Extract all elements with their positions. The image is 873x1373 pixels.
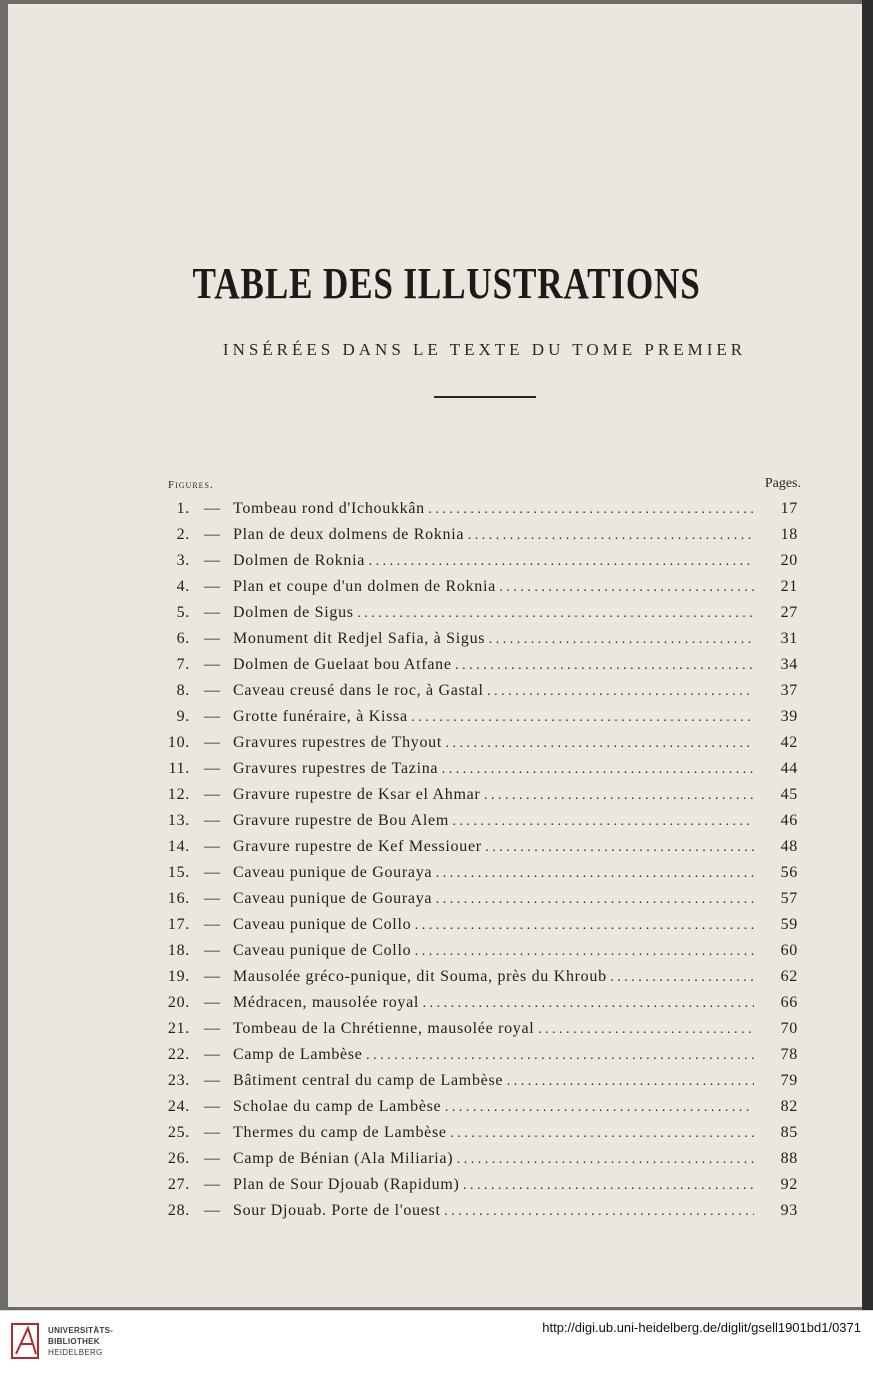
page-number: 79	[780, 1072, 798, 1089]
figure-caption: Dolmen de Guelaat bou Atfane	[233, 656, 452, 673]
list-item	[160, 1020, 802, 1046]
page-number: 20	[780, 552, 798, 569]
entry-dash: —	[204, 656, 221, 673]
entry-label-wrap	[233, 682, 754, 700]
figure-caption: Gravure rupestre de Kef Messiouer	[233, 838, 482, 855]
page-number: 92	[780, 1176, 798, 1193]
list-item	[160, 1150, 802, 1176]
figure-caption: Plan et coupe d'un dolmen de Roknia	[233, 578, 496, 595]
figure-number: 14.	[167, 838, 190, 855]
list-item	[160, 890, 802, 916]
list-item	[160, 786, 802, 812]
figure-number: 20.	[167, 994, 190, 1011]
page-number: 59	[780, 916, 798, 933]
figure-caption: Monument dit Redjel Safia, à Sigus	[233, 630, 486, 647]
entry-label-wrap	[233, 838, 754, 856]
figure-caption: Bâtiment central du camp de Lambèse	[233, 1072, 504, 1089]
entry-label-wrap	[233, 526, 754, 544]
figure-number: 3.	[176, 552, 190, 569]
figure-caption: Mausolée gréco-punique, dit Souma, près du Khroub	[233, 968, 607, 985]
figure-number: 17.	[167, 916, 190, 933]
figure-caption: Plan de Sour Djouab (Rapidum)	[233, 1176, 460, 1193]
entry-dash: —	[204, 1046, 221, 1063]
entry-label-wrap	[233, 942, 754, 960]
figure-number: 26.	[167, 1150, 190, 1167]
page-number: 93	[780, 1202, 798, 1219]
page-number: 27	[780, 604, 798, 621]
entry-label-wrap	[233, 552, 754, 570]
entry-dash: —	[204, 994, 221, 1011]
list-item	[160, 760, 802, 786]
figure-number: 21.	[167, 1020, 190, 1037]
entry-label-wrap	[233, 604, 754, 622]
entry-label-wrap	[233, 630, 754, 648]
page-number: 44	[780, 760, 798, 777]
list-item	[160, 734, 802, 760]
page-number: 88	[780, 1150, 798, 1167]
page-number: 21	[780, 578, 798, 595]
page-number: 70	[780, 1020, 798, 1037]
list-item	[160, 552, 802, 578]
page-edge	[862, 0, 873, 1310]
list-item	[160, 942, 802, 968]
entry-label-wrap	[233, 578, 754, 596]
entry-label-wrap	[233, 812, 754, 830]
entry-label-wrap	[233, 1150, 754, 1168]
entry-dash: —	[204, 682, 221, 699]
entry-label-wrap	[233, 916, 754, 934]
entry-dash: —	[204, 916, 221, 933]
list-item	[160, 500, 802, 526]
entry-label-wrap	[233, 1124, 754, 1142]
entry-label-wrap	[233, 994, 754, 1012]
entry-dash: —	[204, 942, 221, 959]
list-item	[160, 1176, 802, 1202]
figure-caption: Gravures rupestres de Thyout	[233, 734, 443, 751]
figure-caption: Sour Djouab. Porte de l'ouest	[233, 1202, 441, 1219]
list-item	[160, 656, 802, 682]
page-number: 31	[780, 630, 798, 647]
entry-dash: —	[204, 760, 221, 777]
entry-dash: —	[204, 1098, 221, 1115]
figure-caption: Gravure rupestre de Bou Alem	[233, 812, 449, 829]
page-number: 78	[780, 1046, 798, 1063]
figure-number: 15.	[167, 864, 190, 881]
page-subtitle: INSÉRÉES DANS LE TEXTE DU TOME PREMIER	[222, 340, 747, 359]
figure-caption: Caveau creusé dans le roc, à Gastal	[233, 682, 484, 699]
entry-label-wrap	[233, 786, 754, 804]
entry-label-wrap	[233, 1072, 754, 1090]
figure-number: 8.	[176, 682, 190, 699]
list-item	[160, 994, 802, 1020]
page-number: 60	[780, 942, 798, 959]
figure-number: 23.	[167, 1072, 190, 1089]
figure-caption: Thermes du camp de Lambèse	[233, 1124, 447, 1141]
figure-caption: Grotte funéraire, à Kissa	[233, 708, 408, 725]
entry-label-wrap	[233, 968, 754, 986]
entry-label-wrap	[233, 500, 754, 518]
column-header-figures: Figures.	[168, 479, 214, 491]
figure-number: 22.	[167, 1046, 190, 1063]
figure-number: 6.	[176, 630, 190, 647]
list-item	[160, 968, 802, 994]
library-name-line1: UNIVERSITÄTS-	[48, 1326, 114, 1335]
figure-number: 9.	[176, 708, 190, 725]
figure-number: 13.	[167, 812, 190, 829]
entry-dash: —	[204, 552, 221, 569]
title-divider	[434, 396, 536, 398]
page-number: 42	[780, 734, 798, 751]
list-item	[160, 630, 802, 656]
figure-caption: Caveau punique de Gouraya	[233, 890, 433, 907]
entry-dash: —	[204, 864, 221, 881]
entry-dash: —	[204, 1176, 221, 1193]
figure-number: 27.	[167, 1176, 190, 1193]
figure-number: 24.	[167, 1098, 190, 1115]
list-item	[160, 1046, 802, 1072]
figure-number: 4.	[176, 578, 190, 595]
page-number: 34	[780, 656, 798, 673]
page-number: 45	[780, 786, 798, 803]
entry-dash: —	[204, 786, 221, 803]
figure-caption: Dolmen de Roknia	[233, 552, 366, 569]
entry-dash: —	[204, 1124, 221, 1141]
figure-caption: Camp de Lambèse	[233, 1046, 363, 1063]
list-item	[160, 1202, 802, 1228]
entry-dash: —	[204, 812, 221, 829]
figure-number: 25.	[167, 1124, 190, 1141]
figure-number: 7.	[176, 656, 190, 673]
page-number: 18	[780, 526, 798, 543]
entry-label-wrap	[233, 890, 754, 908]
figure-number: 18.	[167, 942, 190, 959]
entry-label-wrap	[233, 1202, 754, 1220]
entry-label-wrap	[233, 1176, 754, 1194]
entry-dash: —	[204, 578, 221, 595]
entry-dash: —	[204, 630, 221, 647]
figure-number: 2.	[176, 526, 190, 543]
entry-dash: —	[204, 1020, 221, 1037]
entry-dash: —	[204, 734, 221, 751]
entry-dash: —	[204, 1072, 221, 1089]
entry-dash: —	[204, 1202, 221, 1219]
figure-caption: Caveau punique de Collo	[233, 942, 412, 959]
page-number: 17	[780, 500, 798, 517]
entry-label-wrap	[233, 656, 754, 674]
list-item	[160, 812, 802, 838]
figure-number: 16.	[167, 890, 190, 907]
list-item	[160, 1072, 802, 1098]
figure-caption: Caveau punique de Gouraya	[233, 864, 433, 881]
list-item	[160, 578, 802, 604]
list-item	[160, 1124, 802, 1150]
figure-caption: Médracen, mausolée royal	[233, 994, 420, 1011]
figure-caption: Dolmen de Sigus	[233, 604, 354, 621]
figure-number: 11.	[168, 760, 190, 777]
entry-dash: —	[204, 1150, 221, 1167]
entry-label-wrap	[233, 1046, 754, 1064]
figure-number: 10.	[167, 734, 190, 751]
list-item	[160, 604, 802, 630]
library-logo-icon[interactable]	[10, 1318, 42, 1364]
entry-label-wrap	[233, 734, 754, 752]
list-item	[160, 682, 802, 708]
page-number: 56	[780, 864, 798, 881]
list-item	[160, 526, 802, 552]
page-number: 82	[780, 1098, 798, 1115]
figure-caption: Camp de Bénian (Ala Miliaria)	[233, 1150, 454, 1167]
entry-dash: —	[204, 838, 221, 855]
entry-dash: —	[204, 890, 221, 907]
library-name-line3: HEIDELBERG	[48, 1348, 103, 1357]
figure-caption: Tombeau rond d'Ichoukkân	[233, 500, 425, 517]
list-item	[160, 708, 802, 734]
page-number: 46	[780, 812, 798, 829]
library-name-line2: BIBLIOTHEK	[48, 1337, 100, 1346]
page-number: 66	[780, 994, 798, 1011]
page-number: 62	[780, 968, 798, 985]
figure-number: 28.	[167, 1202, 190, 1219]
figure-caption: Gravures rupestres de Tazina	[233, 760, 439, 777]
entry-label-wrap	[233, 1020, 754, 1038]
entry-label-wrap	[233, 708, 754, 726]
figure-number: 12.	[167, 786, 190, 803]
figure-number: 5.	[176, 604, 190, 621]
entry-label-wrap	[233, 1098, 754, 1116]
entry-dash: —	[204, 708, 221, 725]
entry-dash: —	[204, 968, 221, 985]
figure-caption: Gravure rupestre de Ksar el Ahmar	[233, 786, 481, 803]
list-item	[160, 1098, 802, 1124]
column-header-pages: Pages.	[764, 476, 801, 491]
permalink-url[interactable]: http://digi.ub.uni-heidelberg.de/diglit/gsell1901bd1/0371	[542, 1320, 861, 1335]
figure-caption: Scholae du camp de Lambèse	[233, 1098, 442, 1115]
page-number: 57	[780, 890, 798, 907]
entry-label-wrap	[233, 864, 754, 882]
figure-caption: Tombeau de la Chrétienne, mausolée royal	[233, 1020, 535, 1037]
page-number: 85	[780, 1124, 798, 1141]
list-item	[160, 916, 802, 942]
entry-dash: —	[204, 500, 221, 517]
list-item	[160, 838, 802, 864]
page-number: 39	[780, 708, 798, 725]
figure-caption: Caveau punique de Collo	[233, 916, 412, 933]
entry-dash: —	[204, 604, 221, 621]
entry-dash: —	[204, 526, 221, 543]
list-item	[160, 864, 802, 890]
page-number: 37	[780, 682, 798, 699]
figure-caption: Plan de deux dolmens de Roknia	[233, 526, 465, 543]
page-number: 48	[780, 838, 798, 855]
illustrations-list	[160, 500, 802, 1228]
page-title: TABLE DES ILLUSTRATIONS	[192, 259, 701, 308]
figure-number: 1.	[176, 500, 190, 517]
figure-number: 19.	[167, 968, 190, 985]
entry-label-wrap	[233, 760, 754, 778]
